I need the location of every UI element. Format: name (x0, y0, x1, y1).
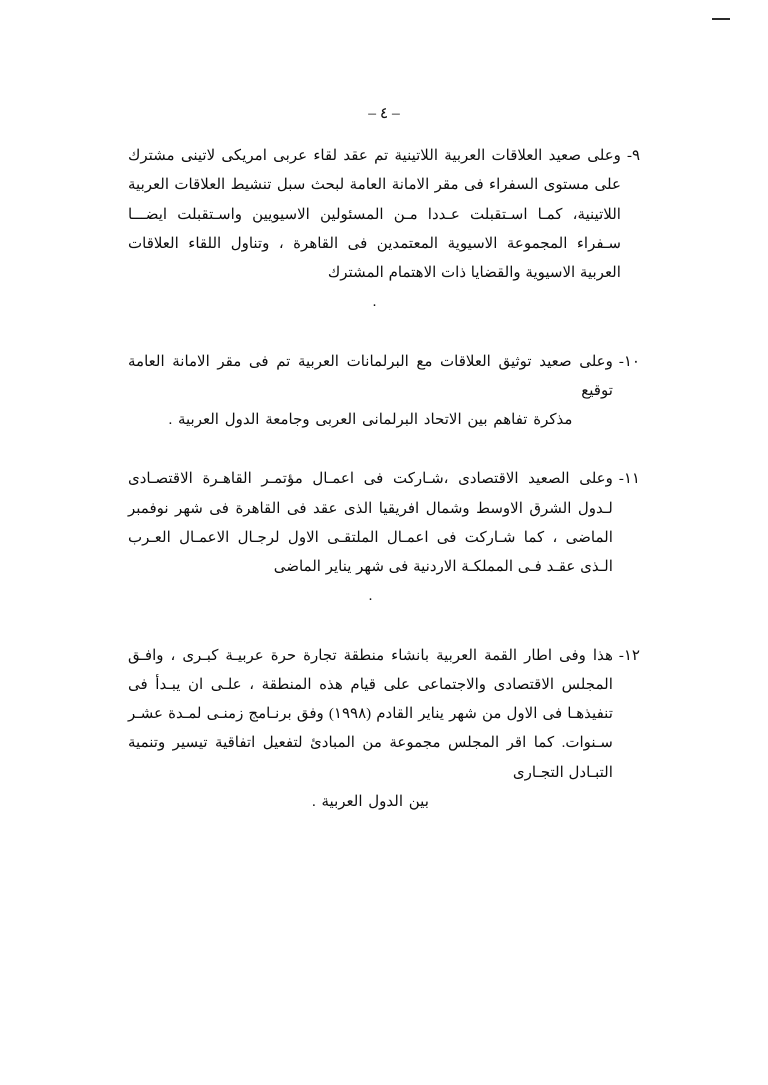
paragraph-12 (128, 642, 640, 818)
paragraph-9-number: ٩- (626, 148, 640, 164)
paragraph-11-text (128, 465, 613, 611)
paragraph-10-text (128, 348, 613, 436)
paragraph-11 (128, 465, 640, 611)
document-body (128, 142, 640, 817)
paragraph-12-number: ١٢- (618, 647, 640, 664)
dash-mark-icon (712, 18, 730, 20)
paragraph-12-last-line: بين الدول العربية . (312, 793, 429, 810)
paragraph-10-last-line: مذكرة تفاهم بين الاتحاد البرلمانى العربى وجامعة الدول العربية . (168, 412, 573, 428)
paragraph-10 (128, 348, 640, 436)
paragraph-9-text (128, 142, 621, 318)
paragraph-12-main: هذا وفى اطار القمة العربية بانشاء منطقة تجارة حرة عربيـة كبـرى ، وافـق المجلس الاقتصادى والاجتماعى على قيام هذه المنطقة ، علـى ان يبـدأ فى تنفيذهـا فى الاول من شهر يناير القادم (١٩٩٨) وفق برنـامج زمنـى لمـدة عشـر سـنوات. كما اقر المجلس مجموعة من المبادئ لتفعيل اتفاقية تيسير وتنمية التبـادل التجـارى (128, 647, 613, 781)
paragraph-10-number: ١٠- (618, 353, 640, 370)
paragraph-11-number: ١١- (618, 471, 640, 488)
paragraph-11-main: وعلى الصعيد الاقتصادى ،شـاركت فى اعمـال مؤتمـر القاهـرة الاقتصـادى لـدول الشرق الاوسط وشمال افريقيا الذى عقد فى القاهرة فى شهر نوفمبر الماضى ، كما شـاركت فى اعمـال الملتقـى الاول لرجـال الاعمـال العـرب الـذى عقـد فـى المملكـة الاردنية فى شهر يناير الماضى (128, 471, 613, 575)
paragraph-10-main: وعلى صعيد توثيق العلاقات مع البرلمانات العربية تم فى مقر الامانة العامة توقيع (128, 353, 613, 399)
page-number: – ٤ – (368, 105, 400, 122)
paragraph-9-last-line: . (372, 294, 377, 311)
paragraph-9-main: وعلى صعيد العلاقات العربية اللاتينية تم عقد لقاء عربى امريكى لاتينى مشترك على مستوى السفراء فى مقر الامانة العامة لبحث سبل تنشيط العلاقات العربية اللاتينية، كمـا اسـتقبلت عـددا مـن المسئولين الاسيويين واسـتقبلت ايضـــا سـفراء المجموعة الاسيوية المعتمدين فى القاهرة ، وتناول اللقاء العلاقات العربية الاسيوية والقضايا ذات الاهتمام المشترك (128, 148, 621, 281)
paragraph-9 (128, 142, 640, 318)
paragraph-11-last-line: . (368, 588, 373, 605)
paragraph-12-text (128, 642, 613, 818)
